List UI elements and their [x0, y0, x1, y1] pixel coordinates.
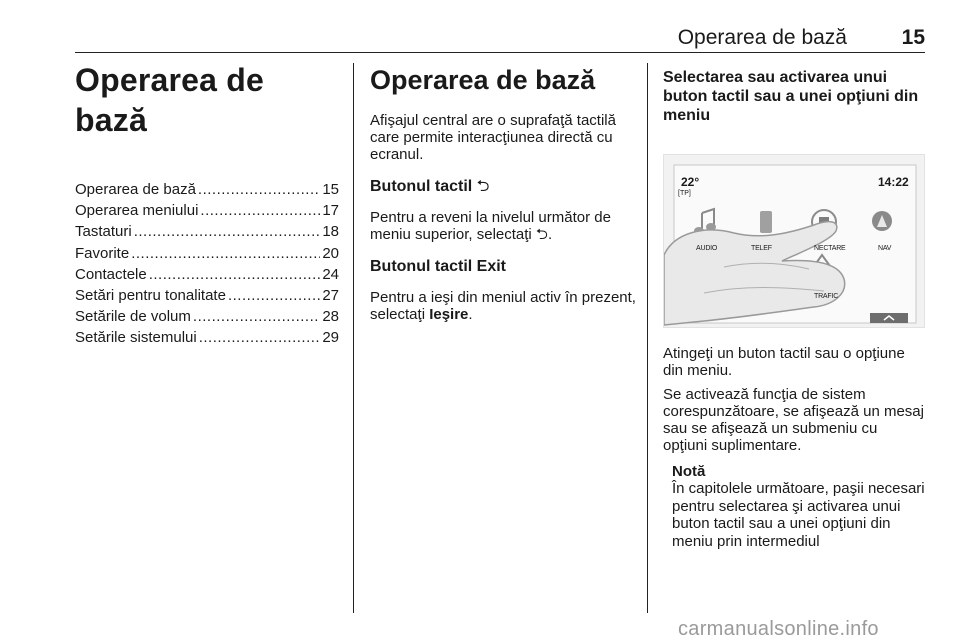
screen-temperature: 22°: [681, 175, 700, 189]
activation-description: Se activează funcţia de sistem corespunzătoare, se afişează un mesaj sau se afişează un submeniu cu opţiuni suplimentare.: [663, 386, 924, 454]
back-button-paragraph: [370, 209, 636, 243]
page-number: 15: [901, 26, 925, 49]
toc-leader: [131, 243, 320, 264]
back-button-icon: [870, 313, 908, 323]
exit-keyword: Ieşire: [429, 306, 469, 323]
toc-leader: [193, 306, 320, 327]
column-divider: [353, 63, 354, 613]
chapter-column: [75, 60, 339, 349]
back-arrow-icon: ⮌: [535, 226, 548, 243]
toc-entry-label: Operarea de bază: [75, 181, 196, 198]
toc-leader: [199, 327, 321, 348]
toc-leader: [228, 285, 320, 306]
back-text: Pentru a reveni la nivelul următor de meniu superior, selectaţi: [370, 209, 611, 243]
toc-entry-label: Contactele: [75, 265, 147, 283]
toc-entry[interactable]: [75, 264, 339, 285]
toc-entry-page: 27: [322, 287, 339, 305]
exit-text: Pentru a ieşi din meniul activ în prezent, selectaţi: [370, 289, 636, 323]
toc-leader: [134, 221, 321, 242]
watermark: carmanualsonline.info: [678, 618, 879, 640]
back-arrow-icon: ⮌: [476, 178, 490, 195]
back-button-heading: [370, 177, 636, 196]
exit-text-end: .: [468, 306, 473, 323]
screen-clock: 14:22: [878, 175, 909, 189]
toc-entry-label: Setările de volum: [75, 308, 191, 326]
toc-entry-label: Operarea meniului: [75, 202, 199, 220]
table-of-contents: [75, 179, 339, 349]
toc-entry[interactable]: [75, 243, 339, 264]
touch-instruction: Atingeţi un buton tactil sau o opţiune din meniu.: [663, 345, 905, 379]
note-box: [672, 463, 925, 550]
toc-entry[interactable]: [75, 221, 339, 242]
note-title: Notă: [672, 463, 706, 480]
screen-tp-indicator: [TP]: [678, 190, 691, 197]
toc-entry[interactable]: [75, 200, 339, 221]
header-rule: [75, 52, 925, 53]
toc-entry[interactable]: [75, 179, 339, 200]
screen-label-connect: NECTARE: [814, 245, 846, 252]
note-text: În capitolele următoare, paşii necesari pentru selectarea şi activarea unui buton tactil sau a unei opţiuni din meniu prin intermediul: [672, 480, 925, 550]
toc-leader: [198, 179, 320, 200]
toc-entry[interactable]: [75, 306, 339, 327]
screen-label-phone: TELEF: [751, 245, 772, 252]
toc-entry[interactable]: [75, 285, 339, 306]
toc-leader: [149, 264, 321, 285]
right-column: [663, 68, 925, 550]
screen-label-nav: NAV: [878, 245, 892, 252]
exit-button-paragraph: [370, 289, 636, 323]
toc-entry-page: 28: [322, 308, 339, 326]
toc-entry-label: Tastaturi: [75, 223, 132, 241]
column-divider: [647, 63, 648, 613]
screen-label-traffic: TRAFIC: [814, 293, 839, 300]
running-head: [75, 26, 925, 54]
nav-icon: [872, 211, 892, 231]
chapter-title: Operarea de bază: [75, 62, 264, 138]
back-heading-text: Butonul tactil: [370, 178, 473, 195]
phone-icon: [760, 211, 772, 233]
running-head-title: Operarea de bază: [677, 26, 847, 49]
toc-entry-page: 17: [322, 202, 339, 220]
section-column: [370, 63, 636, 323]
toc-entry-label: Setările sistemului: [75, 329, 197, 347]
exit-button-heading: Butonul tactil Exit: [370, 258, 506, 275]
screen-label-audio: AUDIO: [696, 245, 718, 252]
back-text-end: .: [547, 226, 553, 243]
toc-leader: [200, 200, 320, 221]
toc-entry-page: 29: [322, 329, 339, 347]
toc-entry-page: 20: [322, 244, 339, 262]
touchscreen-illustration: [663, 154, 925, 328]
toc-entry-label: Favorite: [75, 244, 130, 262]
section-title: Operarea de bază: [370, 65, 596, 95]
subsection-title: Selectarea sau activarea unui buton tactil sau a unei opţiuni din meniu: [663, 69, 919, 124]
toc-entry-page: 18: [322, 223, 339, 241]
intro-paragraph: Afişajul central are o suprafaţă tactilă care permite interacţiunea directă cu ecranul.: [370, 112, 616, 163]
toc-entry-label: Setări pentru tonalitate: [75, 287, 226, 305]
toc-entry[interactable]: [75, 327, 339, 348]
toc-entry-page: 15: [322, 181, 339, 198]
toc-entry-page: 24: [322, 265, 339, 283]
